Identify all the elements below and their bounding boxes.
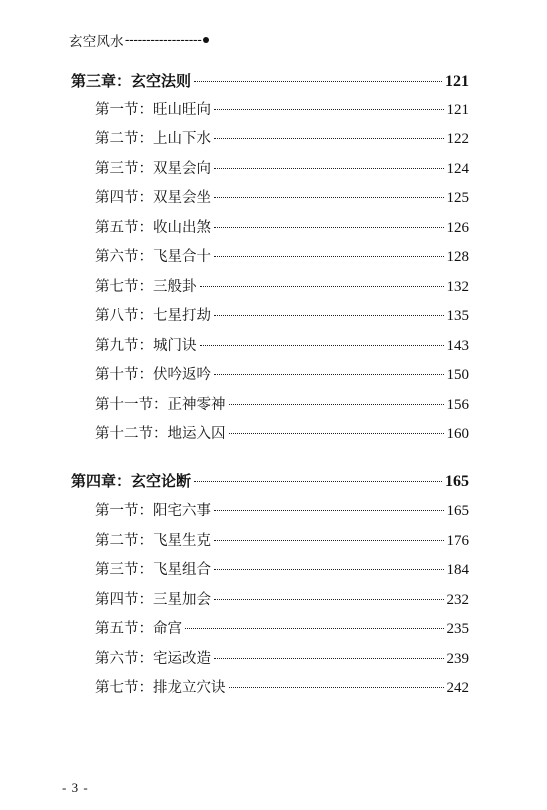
section-label: 第八节： (95, 308, 153, 324)
section-title: 收山出煞 (153, 220, 211, 236)
header-dashes: ------------------ (124, 32, 202, 48)
section-page-number: 132 (446, 279, 469, 295)
section-page-number: 242 (446, 680, 469, 696)
section-title: 三般卦 (153, 279, 197, 295)
toc-section[interactable] (95, 589, 469, 611)
section-title: 城门诀 (153, 338, 197, 354)
section-label: 第二节： (95, 533, 153, 549)
toc-section[interactable] (95, 394, 469, 416)
section-label: 第四节： (95, 190, 153, 206)
dot-leader (214, 315, 444, 316)
dot-leader (214, 197, 444, 198)
dot-leader (200, 345, 444, 346)
section-page-number: 232 (446, 592, 469, 608)
section-title: 双星会向 (153, 161, 211, 177)
dot-leader (214, 658, 444, 659)
section-page-number: 235 (446, 621, 469, 637)
toc-section[interactable] (95, 648, 469, 670)
running-header (69, 30, 209, 50)
dot-leader (214, 569, 444, 570)
toc-section[interactable] (95, 559, 469, 581)
toc-section[interactable] (95, 677, 469, 699)
section-title: 排龙立穴诀 (153, 680, 226, 696)
section-label: 第一节： (95, 102, 153, 118)
section-page-number: 184 (446, 562, 469, 578)
dot-leader (229, 687, 444, 688)
toc-section[interactable] (95, 246, 469, 268)
section-label: 第五节： (95, 621, 153, 637)
chapter-page-number: 121 (445, 73, 469, 90)
section-page-number: 150 (446, 367, 469, 383)
section-page-number: 160 (446, 426, 469, 442)
section-page-number: 135 (446, 308, 469, 324)
section-title: 命宫 (153, 621, 182, 637)
section-label: 第十节： (95, 367, 153, 383)
toc-section[interactable] (95, 423, 469, 445)
dot-leader (194, 81, 442, 82)
section-title: 宅运改造 (153, 651, 211, 667)
header-title: 玄空风水 (69, 34, 124, 50)
chapter-label: 第四章： (71, 472, 132, 490)
section-page-number: 165 (446, 503, 469, 519)
section-label: 第四节： (95, 592, 153, 608)
section-page-number: 125 (446, 190, 469, 206)
dot-leader (185, 628, 444, 629)
dot-leader (229, 404, 444, 405)
section-page-number: 156 (446, 397, 469, 413)
dot-leader (214, 168, 444, 169)
dot-leader (214, 374, 444, 375)
dot-leader (194, 481, 442, 482)
header-bullet-icon (203, 37, 209, 43)
section-title: 飞星组合 (153, 562, 211, 578)
toc-section[interactable] (95, 99, 469, 121)
section-label: 第六节： (95, 249, 153, 265)
section-title: 三星加会 (153, 592, 211, 608)
page-number-footer: - 3 - (62, 780, 89, 795)
toc-section[interactable] (95, 217, 469, 239)
toc-section[interactable] (95, 335, 469, 357)
section-page-number: 143 (446, 338, 469, 354)
toc-section[interactable] (95, 364, 469, 386)
section-page-number: 239 (446, 651, 469, 667)
dot-leader (200, 286, 444, 287)
toc-section[interactable] (95, 618, 469, 640)
section-title: 七星打劫 (153, 308, 211, 324)
chapter-title: 玄空法则 (131, 72, 192, 90)
section-page-number: 124 (446, 161, 469, 177)
section-label: 第十二节： (95, 426, 168, 442)
section-title: 正神零神 (167, 397, 226, 413)
section-title: 上山下水 (153, 131, 211, 147)
section-title: 地运入囚 (167, 426, 226, 442)
section-title: 飞星生克 (153, 533, 211, 549)
section-label: 第十一节： (95, 397, 168, 413)
toc-chapter-4[interactable] (71, 470, 469, 492)
dot-leader (229, 433, 444, 434)
section-page-number: 128 (446, 249, 469, 265)
toc-section[interactable] (95, 530, 469, 552)
section-label: 第三节： (95, 161, 153, 177)
section-title: 伏吟返吟 (153, 367, 211, 383)
chapter-page-number: 165 (445, 473, 469, 490)
dot-leader (214, 599, 444, 600)
dot-leader (214, 540, 444, 541)
section-label: 第九节： (95, 338, 153, 354)
section-label: 第五节： (95, 220, 153, 236)
toc-section[interactable] (95, 128, 469, 150)
section-page-number: 122 (446, 131, 469, 147)
dot-leader (214, 510, 444, 511)
section-page-number: 126 (446, 220, 469, 236)
section-title: 旺山旺向 (153, 102, 211, 118)
section-title: 双星会坐 (153, 190, 211, 206)
toc-section[interactable] (95, 187, 469, 209)
section-page-number: 121 (446, 102, 469, 118)
section-label: 第二节： (95, 131, 153, 147)
section-page-number: 176 (446, 533, 469, 549)
section-title: 阳宅六事 (153, 503, 211, 519)
toc-section[interactable] (95, 158, 469, 180)
section-label: 第六节： (95, 651, 153, 667)
chapter-label: 第三章： (71, 72, 132, 90)
dot-leader (214, 227, 444, 228)
dot-leader (214, 109, 444, 110)
section-label: 第七节： (95, 680, 153, 696)
toc-chapter-3[interactable] (71, 70, 469, 92)
section-label: 第三节： (95, 562, 153, 578)
section-label: 第一节： (95, 503, 153, 519)
toc-section[interactable] (95, 276, 469, 298)
toc-section[interactable] (95, 500, 469, 522)
chapter-title: 玄空论断 (131, 472, 192, 490)
section-label: 第七节： (95, 279, 153, 295)
dot-leader (214, 138, 444, 139)
toc-section[interactable] (95, 305, 469, 327)
dot-leader (214, 256, 444, 257)
section-title: 飞星合十 (153, 249, 211, 265)
